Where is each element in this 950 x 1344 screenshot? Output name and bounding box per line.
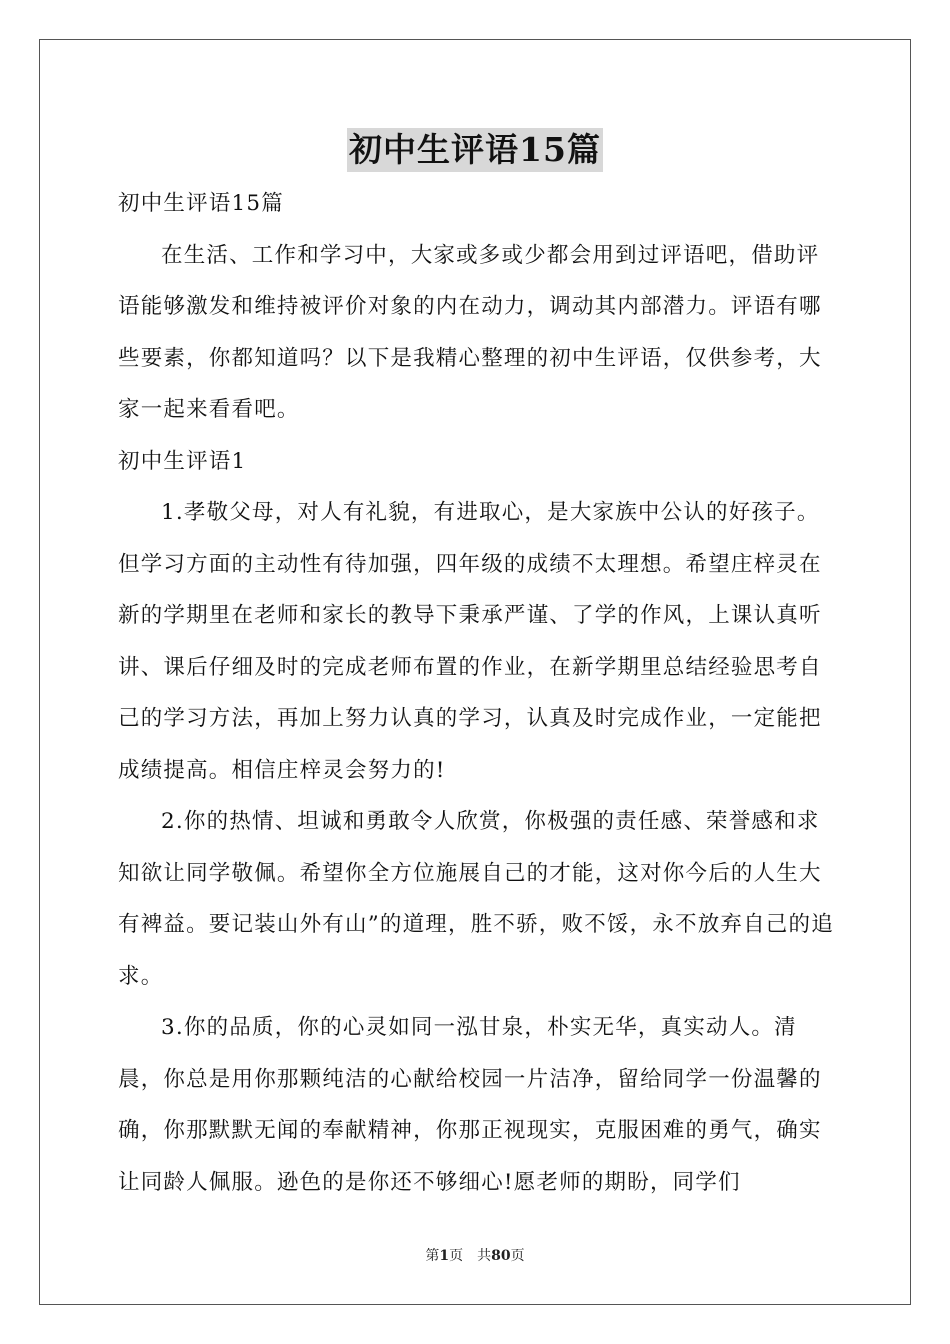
document-title: 初中生评语15篇 bbox=[347, 128, 603, 172]
page-mid: 页 共 bbox=[449, 1248, 492, 1264]
document-subtitle: 初中生评语15篇 bbox=[118, 191, 284, 216]
intro-paragraph: 在生活、工作和学习中，大家或多或少都会用到过评语吧，借助评语能够激发和维持被评价对象的内在动力，调动其内部潜力。评语有哪些要素，你都知道吗？以下是我精心整理的初中生评语，仅供参考，大家一起来看看吧。 bbox=[118, 242, 822, 422]
title-container bbox=[0, 128, 950, 172]
current-page-number: 1 bbox=[439, 1248, 450, 1264]
comment-paragraph-1: 1.孝敬父母，对人有礼貌，有进取心，是大家族中公认的好孩子。但学习方面的主动性有待加强，四年级的成绩不太理想。希望庄梓灵在新的学期里在老师和家长的教导下秉承严谨、了学的作风，上课认真听讲、课后仔细及时的完成老师布置的作业，在新学期里总结经验思考自己的学习方法，再加上努力认真的学习，认真及时完成作业，一定能把成绩提高。相信庄梓灵会努力的! bbox=[118, 500, 822, 783]
page-prefix: 第 bbox=[425, 1248, 440, 1264]
comment-paragraph-3: 3.你的品质，你的心灵如同一泓甘泉，朴实无华，真实动人。清晨，你总是用你那颗纯洁的心献给校园一片洁净，留给同学一份温馨的确，你那默默无闻的奉献精神，你那正视现实，克服困难的勇气，确实让同龄人佩服。逊色的是你还不够细心!愿老师的期盼，同学们 bbox=[118, 1015, 822, 1195]
comment-paragraph-2: 2.你的热情、坦诚和勇敢令人欣赏，你极强的责任感、荣誉感和求知欲让同学敬佩。希望你全方位施展自己的才能，这对你今后的人生大有裨益。要记装山外有山”的道理，胜不骄，败不馁，永不放弃自己的追求。 bbox=[118, 809, 834, 989]
page-suffix: 页 bbox=[510, 1248, 525, 1264]
section-heading: 初中生评语1 bbox=[118, 448, 247, 474]
page-footer bbox=[0, 1245, 950, 1265]
document-body bbox=[118, 178, 834, 1208]
total-page-number: 80 bbox=[491, 1248, 511, 1264]
